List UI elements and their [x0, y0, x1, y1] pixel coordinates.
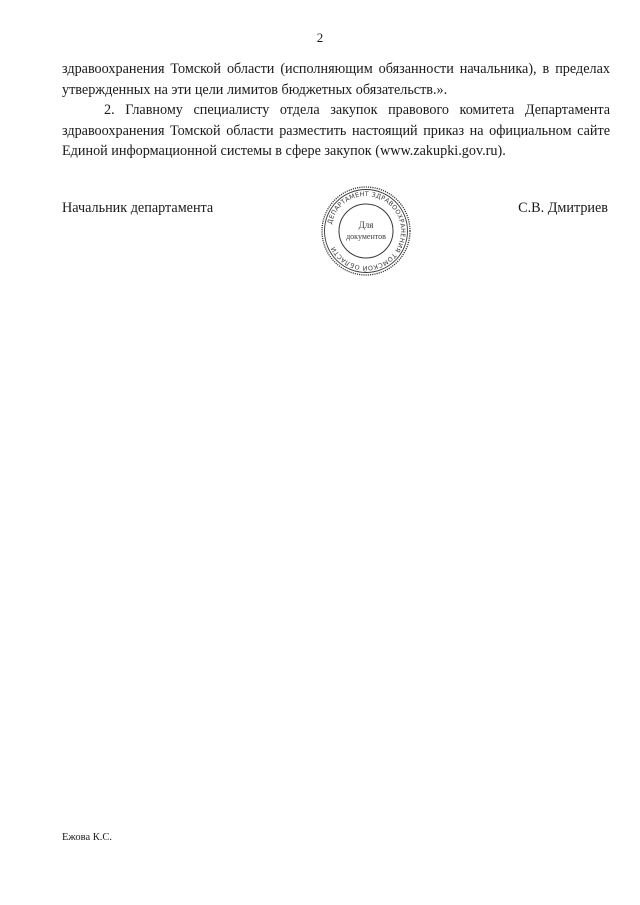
continuation-paragraph: здравоохранения Томской области (исполняющим обязанности начальника), в пределах утвержденных на эти цели лимитов бюджетных обязательств.». — [62, 61, 610, 98]
page-number: 2 — [316, 30, 324, 45]
document-author: Ежова К.С. — [62, 832, 113, 843]
signatory-name: С.В. Дмитриев — [518, 200, 608, 216]
document-body — [62, 59, 610, 162]
stamp-center-line-2: документов — [346, 232, 386, 241]
signatory-title: Начальник департамента — [62, 200, 214, 216]
seal-stamp — [320, 185, 412, 277]
paragraph-2: 2. Главному специалисту отдела закупок правового комитета Департамента здравоохранения Томской области разместить настоящий приказ на официальном сайте Единой информационной системы в сфере закупок (www.zakupki.gov.ru). — [62, 102, 610, 159]
stamp-center-line-1: Для — [358, 220, 374, 230]
stamp-ring-text: ДЕПАРТАМЕНТ ЗДРАВООХРАНЕНИЯ ТОМСКОЙ ОБЛАСТИ — [326, 190, 407, 272]
